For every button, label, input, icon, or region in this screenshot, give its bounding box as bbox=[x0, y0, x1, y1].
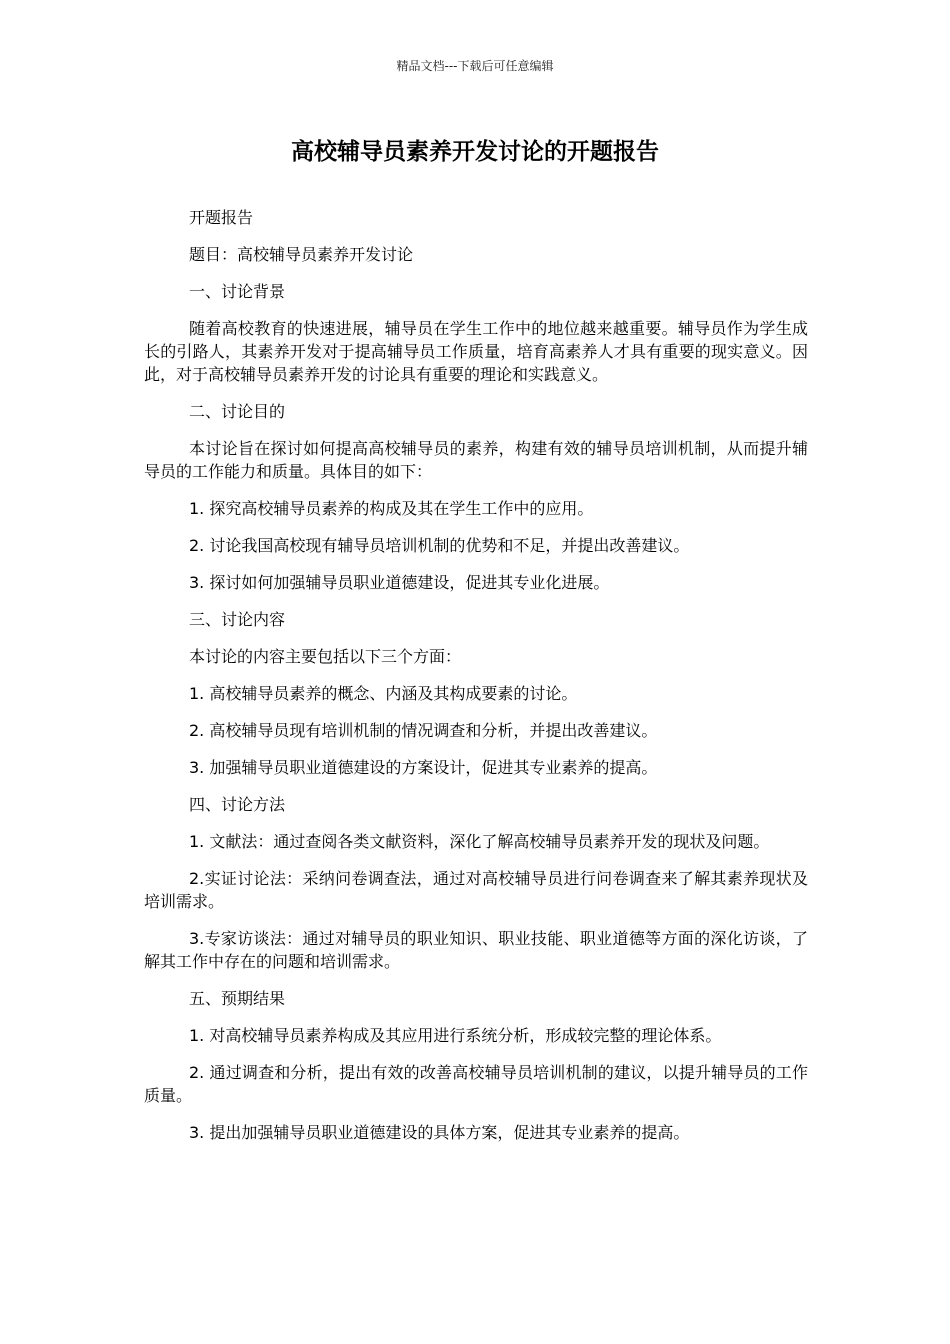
paragraph-content-intro: 本讨论的内容主要包括以下三个方面： bbox=[189, 647, 462, 666]
paragraph-topic: 题目：高校辅导员素养开发讨论 bbox=[189, 245, 414, 264]
list-item: 1. 探究高校辅导员素养的构成及其在学生工作中的应用。 bbox=[189, 499, 594, 518]
header-note: 精品文档---下载后可任意编辑 bbox=[396, 59, 554, 73]
document-body bbox=[144, 206, 808, 1158]
list-item: 3. 加强辅导员职业道德建设的方案设计，促进其专业素养的提高。 bbox=[189, 758, 658, 777]
list-item: 3. 探讨如何加强辅导员职业道德建设，促进其专业化进展。 bbox=[189, 573, 610, 592]
list-item: 2.实证讨论法：采纳问卷调查法，通过对高校辅导员进行问卷调查来了解其素养现状及培训需求。 bbox=[144, 869, 808, 911]
list-item: 1. 高校辅导员素养的概念、内涵及其构成要素的讨论。 bbox=[189, 684, 578, 703]
list-item: 3. 提出加强辅导员职业道德建设的具体方案，促进其专业素养的提高。 bbox=[189, 1123, 690, 1142]
section-heading-content: 三、讨论内容 bbox=[189, 610, 286, 629]
section-heading-method: 四、讨论方法 bbox=[189, 795, 286, 814]
list-item: 1. 文献法：通过查阅各类文献资料，深化了解高校辅导员素养开发的现状及问题。 bbox=[189, 832, 770, 851]
document-title: 高校辅导员素养开发讨论的开题报告 bbox=[291, 139, 659, 165]
list-item: 3.专家访谈法：通过对辅导员的职业知识、职业技能、职业道德等方面的深化访谈，了解其工作中存在的问题和培训需求。 bbox=[144, 929, 808, 971]
section-heading-results: 五、预期结果 bbox=[189, 989, 286, 1008]
list-item: 2. 高校辅导员现有培训机制的情况调查和分析，并提出改善建议。 bbox=[189, 721, 658, 740]
list-item: 2. 讨论我国高校现有辅导员培训机制的优势和不足，并提出改善建议。 bbox=[189, 536, 690, 555]
section-heading-purpose: 二、讨论目的 bbox=[189, 402, 286, 421]
list-item: 1. 对高校辅导员素养构成及其应用进行系统分析，形成较完整的理论体系。 bbox=[189, 1026, 722, 1045]
paragraph-label: 开题报告 bbox=[189, 208, 254, 227]
list-item: 2. 通过调查和分析，提出有效的改善高校辅导员培训机制的建议，以提升辅导员的工作质量。 bbox=[144, 1063, 808, 1105]
paragraph-purpose: 本讨论旨在探讨如何提高高校辅导员的素养，构建有效的辅导员培训机制，从而提升辅导员的工作能力和质量。具体目的如下： bbox=[144, 439, 808, 481]
paragraph-background: 随着高校教育的快速进展，辅导员在学生工作中的地位越来越重要。辅导员作为学生成长的引路人，其素养开发对于提高辅导员工作质量，培育高素养人才具有重要的现实意义。因此，对于高校辅导员素养开发的讨论具有重要的理论和实践意义。 bbox=[144, 319, 808, 384]
section-heading-background: 一、讨论背景 bbox=[189, 282, 286, 301]
